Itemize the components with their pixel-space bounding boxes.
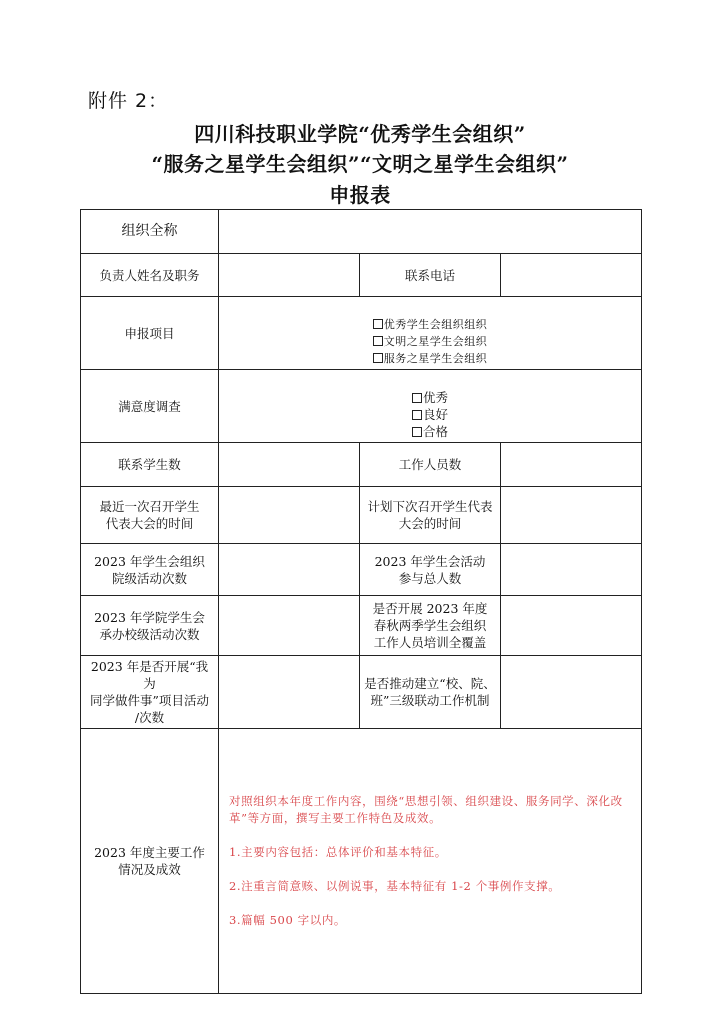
activity-participants-field[interactable] <box>501 544 642 596</box>
school-activities-label: 2023 年学院学生会 承办校级活动次数 <box>81 596 219 656</box>
training-label: 是否开展 2023 年度 春秋两季学生会组织 工作人员培训全覆盖 <box>360 596 501 656</box>
attachment-label: 附件 2： <box>88 90 169 112</box>
checkbox-icon[interactable] <box>373 336 383 346</box>
satisfaction-label: 满意度调查 <box>81 370 219 443</box>
three-level-label: 是否推动建立“校、院、 班”三级联动工作机制 <box>360 656 501 729</box>
summary-label: 2023 年度主要工作 情况及成效 <box>81 729 219 994</box>
three-level-field[interactable] <box>501 656 642 729</box>
guide-item-2: 2.注重言简意赅、以例说事，基本特征有 1-2 个事例作支撑。 <box>229 879 561 893</box>
checkbox-icon[interactable] <box>373 353 383 363</box>
form-title-line2: “服务之星学生会组织”“文明之星学生会组织” <box>151 152 569 176</box>
guide-item-3: 3.篇幅 500 字以内。 <box>229 913 347 927</box>
project-options <box>219 297 642 370</box>
phone-label: 联系电话 <box>360 254 501 297</box>
checkbox-icon[interactable] <box>412 410 422 420</box>
guide-intro: 对照组织本年度工作内容，围绕“思想引领、组织建设、服务同学、深化改革”等方面，撰写主要工作特色及成效。 <box>229 794 623 825</box>
project-option-service[interactable]: 服务之星学生会组织 <box>373 350 488 367</box>
college-activities-label: 2023 年学生会组织 院级活动次数 <box>81 544 219 596</box>
staff-count-label: 工作人员数 <box>360 443 501 487</box>
guide-item-1: 1.主要内容包括：总体评价和基本特征。 <box>229 845 447 859</box>
help-students-field[interactable] <box>219 656 360 729</box>
leader-label: 负责人姓名及职务 <box>81 254 219 297</box>
checkbox-icon[interactable] <box>412 427 422 437</box>
form-title-line3: 申报表 <box>329 183 391 207</box>
help-students-label: 2023 年是否开展“我为 同学做件事”项目活动 /次数 <box>81 656 219 729</box>
contact-students-label: 联系学生数 <box>81 443 219 487</box>
last-congress-label: 最近一次召开学生 代表大会的时间 <box>81 487 219 544</box>
checkbox-icon[interactable] <box>412 393 422 403</box>
training-field[interactable] <box>501 596 642 656</box>
summary-field[interactable] <box>219 729 642 994</box>
project-option-excellent[interactable]: 优秀学生会组织组织 <box>373 316 488 333</box>
org-name-label: 组织全称 <box>81 210 219 254</box>
satisfaction-option-good[interactable]: 良好 <box>412 406 448 423</box>
org-name-field[interactable] <box>219 210 642 254</box>
activity-participants-label: 2023 年学生会活动 参与总人数 <box>360 544 501 596</box>
college-activities-field[interactable] <box>219 544 360 596</box>
leader-field[interactable] <box>219 254 360 297</box>
application-table <box>80 209 642 994</box>
staff-count-field[interactable] <box>501 443 642 487</box>
phone-field[interactable] <box>501 254 642 297</box>
satisfaction-option-excellent[interactable]: 优秀 <box>412 389 448 406</box>
project-label: 申报项目 <box>81 297 219 370</box>
checkbox-icon[interactable] <box>373 319 383 329</box>
next-congress-label: 计划下次召开学生代表 大会的时间 <box>360 487 501 544</box>
school-activities-field[interactable] <box>219 596 360 656</box>
project-option-civilization[interactable]: 文明之星学生会组织 <box>373 333 488 350</box>
satisfaction-options <box>219 370 642 443</box>
satisfaction-option-pass[interactable]: 合格 <box>412 423 448 440</box>
last-congress-field[interactable] <box>219 487 360 544</box>
next-congress-field[interactable] <box>501 487 642 544</box>
contact-students-field[interactable] <box>219 443 360 487</box>
form-title-line1: 四川科技职业学院“优秀学生会组织” <box>194 122 526 146</box>
